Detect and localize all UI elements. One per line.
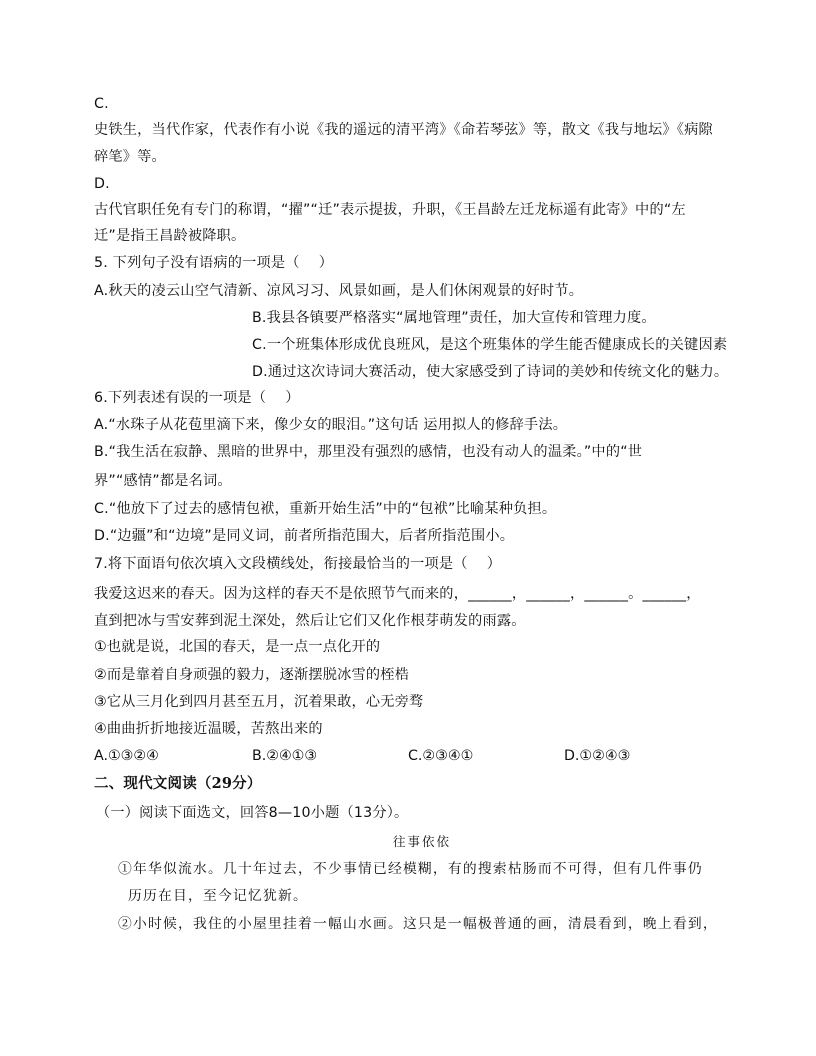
q5-option-b: B.我县各镇要严格落实“属地管理”责任，加大宣传和管理力度。 <box>252 310 656 326</box>
q7-passage-cont: 直到把冰与雪安葬到泥土深处，然后让它们又化作根芽萌发的雨露。 <box>94 613 526 629</box>
question-6: 6.下列表述有误的一项是（ ） <box>94 390 300 406</box>
q5-option-c: C.一个班集体形成优良班风，是这个班集体的学生能否健康成长的关键因素 <box>252 337 728 353</box>
question-7: 7.将下面语句依次填入文段横线处，衔接最恰当的一项是（ ） <box>94 556 502 572</box>
option-d-text: 古代官职任免有专门的称谓，“擢”“迁”表示提拔，升职，《王昌龄左迁龙标遥有此寄》中的“左 <box>94 202 686 218</box>
q7-sentence-2: ②而是靠着自身顽强的毅力，逐渐摆脱冰雪的桎梏 <box>94 667 410 683</box>
question-5: 5. 下列句子没有语病的一项是（ ） <box>94 255 334 271</box>
passage-paragraph-1: ①年华似流水。几十年过去，不少事情已经模糊，有的搜索枯肠而不可得，但有几件事仍 <box>118 861 703 877</box>
option-d-label: D. <box>94 176 110 192</box>
q7-sentence-1: ①也就是说，北国的春天，是一点一点化开的 <box>94 639 381 655</box>
passage-paragraph-1-cont: 历历在目，至今记忆犹新。 <box>128 888 308 904</box>
option-d-text-cont: 迁”是指王昌龄被降职。 <box>94 228 246 244</box>
q7-passage: 我爱这迟来的春天。因为这样的春天不是依照节气而来的，______，______，______。______， <box>94 586 701 602</box>
option-c-text-cont: 碎笔》等。 <box>94 149 166 165</box>
q5-option-d: D.通过这次诗词大赛活动，使大家感受到了诗词的美妙和传统文化的魅力。 <box>252 364 729 380</box>
q6-option-a: A.“水珠子从花苞里滴下来，像少女的眼泪。”这句话 运用拟人的修辞手法。 <box>94 417 568 433</box>
q6-option-b-cont: 界”“感情”都是名词。 <box>94 473 232 489</box>
q7-sentence-4: ④曲曲折折地接近温暖，苦熬出来的 <box>94 721 323 737</box>
section-heading: 二、现代文阅读（29分） <box>94 775 262 792</box>
q7-sentence-3: ③它从三月化到四月甚至五月，沉着果敢，心无旁骛 <box>94 694 424 710</box>
passage-title: 往事依依 <box>392 834 451 849</box>
q7-option-b: B.②④①③ <box>252 748 318 764</box>
option-c-label: C. <box>94 96 109 112</box>
q5-option-a: A.秋天的凌云山空气清新、凉风习习、风景如画，是人们休闲观景的好时节。 <box>94 283 584 299</box>
q7-option-d: D.①②④③ <box>564 748 631 764</box>
q6-option-c: C.“他放下了过去的感情包袱，重新开始生活”中的“包袱”比喻某种负担。 <box>94 501 557 517</box>
q6-option-b: B.“我生活在寂静、黑暗的世界中，那里没有强烈的感情，也没有动人的温柔。”中的“世 <box>94 444 643 460</box>
option-c-text: 史铁生，当代作家，代表作有小说《我的遥远的清平湾》《命若琴弦》等，散文《我与地坛》《病隙 <box>94 122 713 138</box>
q6-option-d: D.“边疆”和“边境”是同义词，前者所指范围大，后者所指范围小。 <box>94 528 515 544</box>
q7-option-a: A.①③②④ <box>94 748 159 764</box>
section-instruction: （一）阅读下面选文，回答8—10小题（13分）。 <box>96 805 409 821</box>
passage-paragraph-2: ②小时候，我住的小屋里挂着一幅山水画。这只是一幅极普通的画，清晨看到，晚上看到， <box>118 916 718 932</box>
q7-option-c: C.②③④① <box>408 748 474 764</box>
